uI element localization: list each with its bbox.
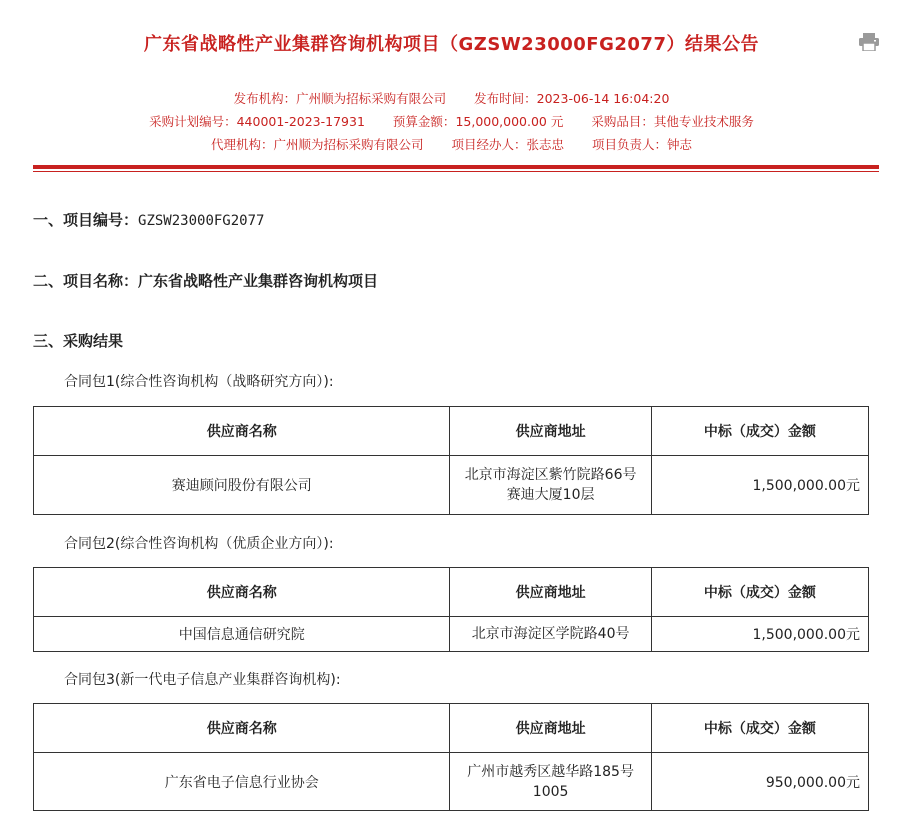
project-name-label: 二、项目名称： [33, 272, 139, 290]
project-name-section [33, 270, 378, 291]
meta-row-3 [0, 135, 903, 153]
result-section-heading: 三、采购结果 [33, 332, 124, 350]
publish-time-label: 发布时间： [474, 91, 537, 106]
amount-cell: 1,500,000.00元 [651, 456, 868, 515]
table-header-row [34, 704, 869, 753]
header-supplier-name: 供应商名称 [34, 568, 450, 617]
header-amount: 中标（成交）金额 [651, 704, 868, 753]
table-row [34, 753, 869, 811]
supplier-address-cell: 广州市越秀区越华路185号1005 [450, 753, 651, 811]
package-1-label: 合同包1(综合性咨询机构（战略研究方向）): [64, 374, 334, 390]
supplier-name-cell: 中国信息通信研究院 [34, 617, 450, 652]
header-amount: 中标（成交）金额 [651, 407, 868, 456]
table-header-row [34, 407, 869, 456]
page-title: 广东省战略性产业集群咨询机构项目（GZSW23000FG2077）结果公告 [144, 34, 759, 55]
header-supplier-name: 供应商名称 [34, 704, 450, 753]
header-supplier-address: 供应商地址 [450, 568, 651, 617]
supplier-address-cell: 北京市海淀区学院路40号 [450, 617, 651, 652]
header-supplier-name: 供应商名称 [34, 407, 450, 456]
budget-label: 预算金额： [392, 114, 456, 129]
package-3-label: 合同包3(新一代电子信息产业集群咨询机构): [64, 672, 341, 688]
package-2-label: 合同包2(综合性咨询机构（优质企业方向）): [64, 536, 334, 552]
header-divider [33, 165, 879, 169]
header-supplier-address: 供应商地址 [450, 704, 651, 753]
publisher-label: 发布机构： [233, 91, 297, 106]
meta-row-1 [0, 89, 903, 107]
category-value: 其他专业技术服务 [653, 114, 754, 129]
meta-row-2 [0, 112, 903, 130]
header-supplier-address: 供应商地址 [450, 407, 651, 456]
plan-no-label: 采购计划编号： [149, 114, 237, 129]
printer-icon[interactable] [858, 33, 880, 51]
category-label: 采购品目： [591, 114, 654, 129]
supplier-name-cell: 赛迪顾问股份有限公司 [34, 456, 450, 515]
project-name-value: 广东省战略性产业集群咨询机构项目 [138, 272, 379, 290]
project-no-value: GZSW23000FG2077 [138, 213, 265, 229]
budget-value: 15,000,000.00 元 [455, 114, 564, 129]
leader-value: 钟志 [667, 137, 693, 152]
publish-time-value: 2023-06-14 16:04:20 [536, 91, 670, 106]
amount-cell: 1,500,000.00元 [651, 617, 868, 652]
amount-cell: 950,000.00元 [651, 753, 868, 811]
table-row [34, 456, 869, 515]
agency-label: 代理机构： [210, 137, 274, 152]
project-no-label: 一、项目编号： [33, 211, 139, 229]
package-2-table [33, 567, 869, 652]
header-divider-thin [33, 171, 879, 172]
supplier-address-cell: 北京市海淀区紫竹院路66号赛迪大厦10层 [450, 456, 651, 515]
leader-label: 项目负责人： [592, 137, 668, 152]
table-header-row [34, 568, 869, 617]
manager-label: 项目经办人： [451, 137, 527, 152]
table-row [34, 617, 869, 652]
header-amount: 中标（成交）金额 [651, 568, 868, 617]
publisher-value: 广州顺为招标采购有限公司 [296, 91, 447, 106]
manager-value: 张志忠 [526, 137, 565, 152]
package-3-table [33, 703, 869, 811]
plan-no-value: 440001-2023-17931 [236, 114, 365, 129]
supplier-name-cell: 广东省电子信息行业协会 [34, 753, 450, 811]
package-1-table [33, 406, 869, 515]
project-no-section [33, 209, 264, 230]
agency-value: 广州顺为招标采购有限公司 [273, 137, 424, 152]
